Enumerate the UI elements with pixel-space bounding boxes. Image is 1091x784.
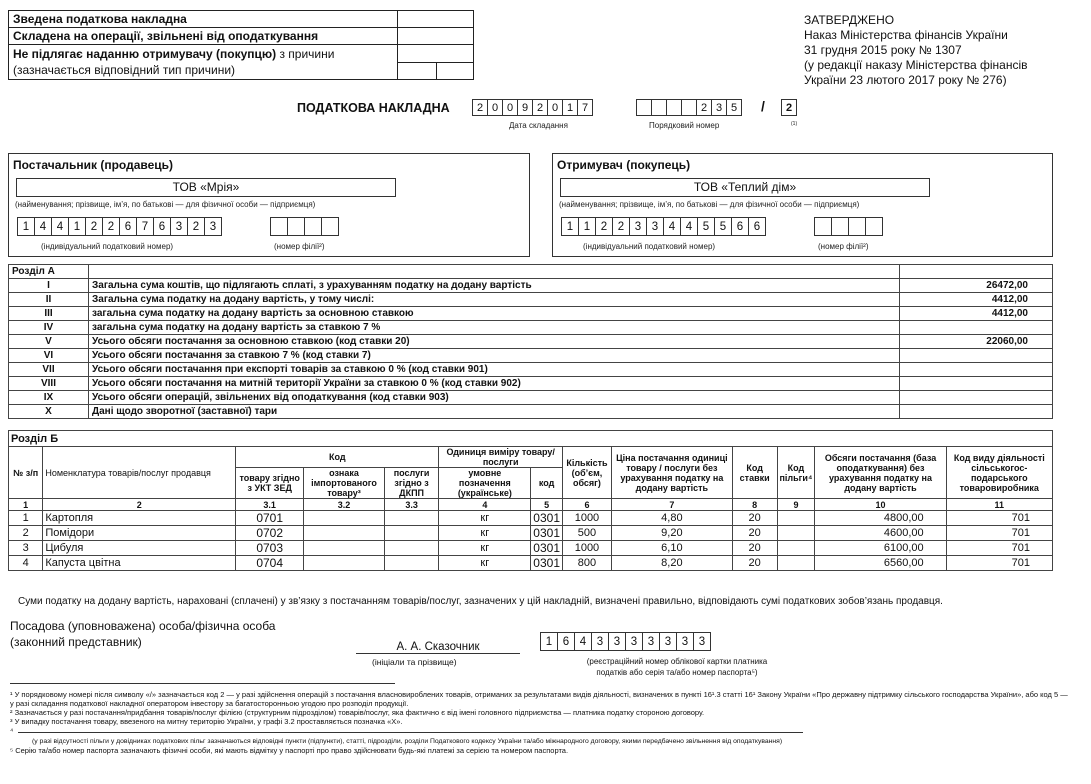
signer-label-line: Посадова (уповноважена) особа/фізична особа <box>10 619 276 633</box>
signer-name[interactable]: А. А. Сказочник <box>356 641 520 654</box>
cell-uktzed[interactable]: 0701 <box>236 511 304 526</box>
card-caption-line: (реєстраційний номер облікової картки платника <box>586 657 768 666</box>
seller-ipn-digit[interactable]: 2 <box>102 217 120 236</box>
footnotes <box>10 690 1072 755</box>
cell-dkpp[interactable] <box>384 556 439 571</box>
cell-benefit[interactable] <box>777 556 815 571</box>
column-number: 6 <box>563 499 612 511</box>
col-code-header: Код <box>236 447 439 468</box>
buyer-ipn-digit[interactable]: 1 <box>561 217 579 236</box>
taxpayer-card-digit[interactable]: 3 <box>625 632 643 651</box>
cell-import[interactable] <box>304 526 385 541</box>
cell-name[interactable]: Помідори <box>43 526 236 541</box>
footnote-4: ⁴ <box>10 726 14 735</box>
section-a-row <box>9 405 1053 419</box>
cell-amount[interactable]: 4600,00 <box>815 526 946 541</box>
col-price-header: Ціна постачання одиниці товару / послуги без урахування податку на додану вартість <box>611 447 732 499</box>
section-a-row-label: Усього обсяги постачання при експорті товарів за ставкою 0 % (код ставки 901) <box>89 363 900 377</box>
section-a-header-blank <box>900 265 1053 279</box>
approval-block <box>804 13 1028 88</box>
taxpayer-card-digit[interactable]: 1 <box>540 632 558 651</box>
section-a-row-label: Дані щодо зворотної (заставної) тари <box>89 405 900 419</box>
buyer-branch-digit[interactable] <box>848 217 866 236</box>
approval-line: України 23 лютого 2017 року № 276) <box>804 73 1007 87</box>
seller-branch-digit[interactable] <box>287 217 305 236</box>
section-b-title: Розділ Б <box>9 431 1053 447</box>
column-number: 7 <box>611 499 732 511</box>
col-unit-code-header: код <box>531 468 563 499</box>
col-import-header: ознака імпортованого товару³ <box>304 468 385 499</box>
seller-ipn-cells <box>18 217 222 236</box>
section-a-row <box>9 321 1053 335</box>
signer-label-line: (законний представник) <box>10 635 142 649</box>
buyer-ipn-digit[interactable]: 6 <box>748 217 766 236</box>
number-suffix-cells <box>782 99 797 116</box>
taxpayer-card-digit[interactable]: 3 <box>608 632 626 651</box>
seller-ipn-caption: (індивідуальний податковий номер) <box>41 242 174 251</box>
taxpayer-card-digit[interactable]: 3 <box>693 632 711 651</box>
cell-unit-code[interactable]: 0301 <box>531 511 563 526</box>
taxpayer-card-digit[interactable]: 3 <box>642 632 660 651</box>
footnote-4-line <box>18 732 803 733</box>
cell-qty[interactable]: 1000 <box>563 541 612 556</box>
seller-ipn-digit[interactable]: 7 <box>136 217 154 236</box>
taxpayer-card-digit[interactable]: 3 <box>676 632 694 651</box>
number-slash: / <box>761 98 765 114</box>
cell-rate[interactable]: 20 <box>732 556 777 571</box>
cell-activity[interactable]: 701 <box>946 541 1052 556</box>
cell-price[interactable]: 6,10 <box>611 541 732 556</box>
footnote-4-caption: (у разі відсутності пільги у довідниках податкових пільг зазначаються відповідні пункти (підпункти), статті, підрозділи, розділи Податкового кодексу України та/або міжнародного договору, якими передбачено звільнення від оподаткування) <box>32 738 783 745</box>
taxpayer-card-digit[interactable]: 3 <box>591 632 609 651</box>
number-digit-cell[interactable]: 5 <box>726 99 742 116</box>
section-a-row-number: II <box>9 293 89 307</box>
date-caption: Дата складання <box>509 121 568 130</box>
column-number: 5 <box>531 499 563 511</box>
column-number: 2 <box>43 499 236 511</box>
cell-unit[interactable]: кг <box>439 541 531 556</box>
cell-n[interactable]: 1 <box>9 511 43 526</box>
section-a-row-label: Усього обсяги постачання за основною ставкою (код ставки 20) <box>89 335 900 349</box>
column-number: 10 <box>815 499 946 511</box>
cell-unit-code[interactable]: 0301 <box>531 526 563 541</box>
approval-line: 31 грудня 2015 року № 1307 <box>804 43 962 57</box>
document-type-box <box>8 10 474 80</box>
date-digit-cell[interactable]: 2 <box>472 99 488 116</box>
number-digit-cell[interactable] <box>666 99 682 116</box>
suffix-cell[interactable]: 2 <box>781 99 797 116</box>
seller-ipn-digit[interactable]: 3 <box>170 217 188 236</box>
buyer-ipn-digit[interactable]: 2 <box>595 217 613 236</box>
number-caption: Порядковий номер <box>649 121 720 130</box>
cell-name[interactable]: Цибуля <box>43 541 236 556</box>
col-name-header: Номенклатура товарів/послуг продавця <box>43 447 236 499</box>
column-number: 9 <box>777 499 815 511</box>
buyer-ipn-digit[interactable]: 6 <box>731 217 749 236</box>
cell-dkpp[interactable] <box>384 541 439 556</box>
buyer-panel <box>552 153 1053 257</box>
section-a-row-number: X <box>9 405 89 419</box>
section-a-row <box>9 377 1053 391</box>
date-digit-cell[interactable]: 7 <box>577 99 593 116</box>
seller-ipn-digit[interactable]: 2 <box>85 217 103 236</box>
seller-branch-caption: (номер філії²) <box>274 242 325 251</box>
section-a-row <box>9 363 1053 377</box>
suffix-footnote-mark: (1) <box>791 121 798 127</box>
section-a-row-value[interactable] <box>900 363 1053 377</box>
cell-qty[interactable]: 800 <box>563 556 612 571</box>
cell-n[interactable]: 2 <box>9 526 43 541</box>
column-number: 3.1 <box>236 499 304 511</box>
cell-unit-code[interactable]: 0301 <box>531 556 563 571</box>
buyer-ipn-digit[interactable]: 3 <box>646 217 664 236</box>
cell-rate[interactable]: 20 <box>732 511 777 526</box>
seller-panel <box>8 153 530 257</box>
section-a-row-number: I <box>9 279 89 293</box>
seller-ipn-digit[interactable]: 2 <box>187 217 205 236</box>
section-a-row <box>9 307 1053 321</box>
table-row <box>9 526 1053 541</box>
approval-line: ЗАТВЕРДЖЕНО <box>804 13 895 27</box>
col-benefit-header: Код пільги⁴ <box>777 447 815 499</box>
date-cells <box>473 99 593 116</box>
number-digit-cell[interactable]: 3 <box>711 99 727 116</box>
section-a-row-value[interactable]: 22060,00 <box>900 335 1053 349</box>
cell-unit[interactable]: кг <box>439 526 531 541</box>
cell-unit[interactable]: кг <box>439 556 531 571</box>
reason-label: з причини <box>276 47 335 61</box>
buyer-ipn-digit[interactable]: 2 <box>612 217 630 236</box>
seller-ipn-digit[interactable]: 1 <box>68 217 86 236</box>
cell-unit[interactable]: кг <box>439 511 531 526</box>
cell-qty[interactable]: 500 <box>563 526 612 541</box>
section-a-row-label: загальна сума податку на додану вартість за основною ставкою <box>89 307 900 321</box>
section-a-row <box>9 293 1053 307</box>
buyer-title: Отримувач (покупець) <box>557 158 691 172</box>
cell-dkpp[interactable] <box>384 511 439 526</box>
reason-type-cell-1[interactable] <box>398 62 437 80</box>
cell-activity[interactable]: 701 <box>946 556 1052 571</box>
cell-amount[interactable]: 4800,00 <box>815 511 946 526</box>
column-number: 4 <box>439 499 531 511</box>
section-a-row-number: III <box>9 307 89 321</box>
footnote-3: ³ У випадку постачання товару, ввезеного на митну територію України, у графі 3.2 проставляється позначка «Х». <box>10 717 403 726</box>
date-digit-cell[interactable]: 0 <box>547 99 563 116</box>
cell-benefit[interactable] <box>777 541 815 556</box>
col-dkpp-header: послуги згідно з ДКПП <box>384 468 439 499</box>
cell-price[interactable]: 8,20 <box>611 556 732 571</box>
section-a-row-label: Усього обсяги операцій, звільнених від оподаткування (код ставки 903) <box>89 391 900 405</box>
column-number: 3.2 <box>304 499 385 511</box>
cell-price[interactable]: 9,20 <box>611 526 732 541</box>
buyer-branch-digit[interactable] <box>814 217 832 236</box>
column-number: 8 <box>732 499 777 511</box>
consolidated-invoice-label: Зведена податкова накладна <box>9 11 398 28</box>
date-digit-cell[interactable]: 9 <box>517 99 533 116</box>
page-title: ПОДАТКОВА НАКЛАДНА <box>297 101 450 115</box>
section-a-row-value[interactable]: 26472,00 <box>900 279 1053 293</box>
reason-type-cell-2[interactable] <box>437 62 474 80</box>
cell-n[interactable]: 3 <box>9 541 43 556</box>
cell-dkpp[interactable] <box>384 526 439 541</box>
table-row <box>9 541 1053 556</box>
seller-ipn-digit[interactable]: 6 <box>153 217 171 236</box>
buyer-ipn-caption: (індивідуальний податковий номер) <box>583 242 716 251</box>
date-digit-cell[interactable]: 2 <box>532 99 548 116</box>
taxpayer-card-digit[interactable]: 4 <box>574 632 592 651</box>
cell-amount[interactable]: 6560,00 <box>815 556 946 571</box>
section-a-row-number: IX <box>9 391 89 405</box>
seller-branch-cells <box>271 217 339 236</box>
seller-ipn-digit[interactable]: 4 <box>51 217 69 236</box>
section-a-row-number: VIII <box>9 377 89 391</box>
seller-branch-digit[interactable] <box>321 217 339 236</box>
correctness-statement: Суми податку на додану вартість, нараховані (сплачені) у зв’язку з постачанням товарів/послуг, зазначених у цій накладній, визначені правильно, відповідають сумі податкових зобов’язань продавця. <box>18 596 943 607</box>
footnote-2: ² Зазначається у разі постачання/придбання товарів/послуг філією (структурним підрозділом) товарів/послуг, яка фактично є від імені головного підприємства — платника податку стороною договору. <box>10 708 705 717</box>
section-a-row-label: загальна сума податку на додану вартість за ставкою 7 % <box>89 321 900 335</box>
taxpayer-card-cells <box>541 632 711 651</box>
cell-import[interactable] <box>304 556 385 571</box>
buyer-ipn-digit[interactable]: 4 <box>680 217 698 236</box>
seller-ipn-digit[interactable]: 1 <box>17 217 35 236</box>
col-unit-header: Одиниця виміру товару/послуги <box>439 447 563 468</box>
not-provided-label: Не підлягає наданню отримувачу (покупцю) <box>13 47 277 61</box>
cell-name[interactable]: Капуста цвітна <box>43 556 236 571</box>
exempt-operations-label: Складена на операції, звільнені від оподаткування <box>9 28 398 45</box>
signer-label <box>10 618 275 650</box>
column-number: 1 <box>9 499 43 511</box>
card-caption-line: податків або серія та/або номер паспорта⁵) <box>596 668 758 677</box>
col-amount-header: Обсяги постачання (база оподаткування) без урахування податку на додану вартість <box>815 447 946 499</box>
section-a-row-label: Усього обсяги постачання на митній території України за ставкою 0 % (код ставки 902) <box>89 377 900 391</box>
buyer-branch-digit[interactable] <box>865 217 883 236</box>
date-digit-cell[interactable]: 0 <box>487 99 503 116</box>
section-a-row <box>9 335 1053 349</box>
date-digit-cell[interactable]: 0 <box>502 99 518 116</box>
section-a-row-value[interactable]: 4412,00 <box>900 307 1053 321</box>
seller-title: Постачальник (продавець) <box>13 158 174 172</box>
cell-import[interactable] <box>304 541 385 556</box>
number-cells <box>637 99 742 116</box>
section-a-row-value[interactable] <box>900 391 1053 405</box>
section-a-row-value[interactable] <box>900 349 1053 363</box>
date-digit-cell[interactable]: 1 <box>562 99 578 116</box>
seller-ipn-digit[interactable]: 3 <box>204 217 222 236</box>
buyer-name-caption: (найменування; прізвище, ім’я, по батькові — для фізичної особи — підприємця) <box>559 200 860 209</box>
seller-ipn-digit[interactable]: 6 <box>119 217 137 236</box>
buyer-ipn-digit[interactable]: 4 <box>663 217 681 236</box>
buyer-branch-caption: (номер філії²) <box>818 242 869 251</box>
number-digit-cell[interactable]: 2 <box>696 99 712 116</box>
number-digit-cell[interactable] <box>636 99 652 116</box>
cell-rate[interactable]: 20 <box>732 541 777 556</box>
col-num-header: № з/п <box>9 447 43 499</box>
consolidated-mark-cell[interactable] <box>398 11 474 28</box>
section-a-table <box>8 264 1053 419</box>
buyer-branch-digit[interactable] <box>831 217 849 236</box>
cell-uktzed[interactable]: 0703 <box>236 541 304 556</box>
buyer-ipn-digit[interactable]: 3 <box>629 217 647 236</box>
footnote-5: ⁵ Серію та/або номер паспорта зазначають фізичні особи, які мають відмітку у паспорті про право здійснювати будь-які платежі за серією та номером паспорта. <box>10 746 569 755</box>
seller-branch-digit[interactable] <box>270 217 288 236</box>
section-a-row-value[interactable]: 4412,00 <box>900 293 1053 307</box>
not-provided-mark-cell[interactable] <box>398 45 474 63</box>
col-uktzed-header: товару згідно з УКТ ЗЕД <box>236 468 304 499</box>
section-a-row-label: Загальна сума коштів, що підлягають сплаті, з урахуванням податку на додану вартість <box>89 279 900 293</box>
seller-ipn-digit[interactable]: 4 <box>34 217 52 236</box>
footnote-1: ¹ У порядковому номері після символу «/» зазначається код 2 — у разі здійснення операцій з постачання власновироблених товарів, отриманих за результатами видів діяльності, визначених в пункті 16¹.3 статті 16¹ Закону України «Про державну підтримку сільського господарства України», або код 5 — у разі складання податкової накладної оператором інвестору за багатосторонньою угодою про розподіл продукції. <box>10 690 1068 708</box>
reason-caption: (зазначається відповідний тип причини) <box>13 63 236 77</box>
column-number: 3.3 <box>384 499 439 511</box>
taxpayer-card-caption <box>559 656 795 678</box>
section-a-title: Розділ А <box>9 265 89 279</box>
section-a-row <box>9 349 1053 363</box>
buyer-ipn-cells <box>562 217 766 236</box>
cell-import[interactable] <box>304 511 385 526</box>
seller-name-caption: (найменування; прізвище, ім’я, по батькові — для фізичної особи — підприємця) <box>15 200 316 209</box>
col-unit-name-header: умовне позначення (українське) <box>439 468 531 499</box>
cell-activity[interactable]: 701 <box>946 511 1052 526</box>
section-a-row <box>9 391 1053 405</box>
signer-name-caption: (ініціали та прізвище) <box>372 657 457 667</box>
number-digit-cell[interactable] <box>651 99 667 116</box>
section-a-row-label: Загальна сума податку на додану вартість, у тому числі: <box>89 293 900 307</box>
col-qty-header: Кількість (об’єм, обсяг) <box>563 447 612 499</box>
buyer-ipn-digit[interactable]: 5 <box>714 217 732 236</box>
table-row <box>9 511 1053 526</box>
section-a-row-number: VII <box>9 363 89 377</box>
buyer-ipn-digit[interactable]: 1 <box>578 217 596 236</box>
seller-name[interactable]: ТОВ «Мрія» <box>16 178 396 197</box>
cell-qty[interactable]: 1000 <box>563 511 612 526</box>
section-a-row-label: Усього обсяги постачання за ставкою 7 % (код ставки 7) <box>89 349 900 363</box>
exempt-mark-cell[interactable] <box>398 28 474 45</box>
section-a-row-number: V <box>9 335 89 349</box>
approval-line: Наказ Міністерства фінансів України <box>804 28 1008 42</box>
cell-n[interactable]: 4 <box>9 556 43 571</box>
cell-price[interactable]: 4,80 <box>611 511 732 526</box>
table-row <box>9 556 1053 571</box>
cell-name[interactable]: Картопля <box>43 511 236 526</box>
section-b-table <box>8 430 1053 571</box>
footnote-divider <box>10 683 395 684</box>
cell-rate[interactable]: 20 <box>732 526 777 541</box>
taxpayer-card-digit[interactable]: 6 <box>557 632 575 651</box>
cell-uktzed[interactable]: 0704 <box>236 556 304 571</box>
section-a-row-value[interactable] <box>900 377 1053 391</box>
column-number: 11 <box>946 499 1052 511</box>
section-a-row <box>9 279 1053 293</box>
seller-branch-digit[interactable] <box>304 217 322 236</box>
section-a-row-value[interactable] <box>900 321 1053 335</box>
section-a-row-value[interactable] <box>900 405 1053 419</box>
approval-line: (у редакції наказу Міністерства фінансів <box>804 58 1028 72</box>
section-a-row-number: VI <box>9 349 89 363</box>
cell-uktzed[interactable]: 0702 <box>236 526 304 541</box>
cell-activity[interactable]: 701 <box>946 526 1052 541</box>
buyer-ipn-digit[interactable]: 5 <box>697 217 715 236</box>
section-a-row-number: IV <box>9 321 89 335</box>
buyer-branch-cells <box>815 217 883 236</box>
buyer-name[interactable]: ТОВ «Теплий дім» <box>560 178 930 197</box>
cell-unit-code[interactable]: 0301 <box>531 541 563 556</box>
taxpayer-card-digit[interactable]: 3 <box>659 632 677 651</box>
col-activity-header: Код виду діяльності сільськогос-подарського товаровиробника <box>946 447 1052 499</box>
cell-amount[interactable]: 6100,00 <box>815 541 946 556</box>
cell-benefit[interactable] <box>777 526 815 541</box>
section-a-header-blank <box>89 265 900 279</box>
col-rate-header: Код ставки <box>732 447 777 499</box>
number-digit-cell[interactable] <box>681 99 697 116</box>
cell-benefit[interactable] <box>777 511 815 526</box>
